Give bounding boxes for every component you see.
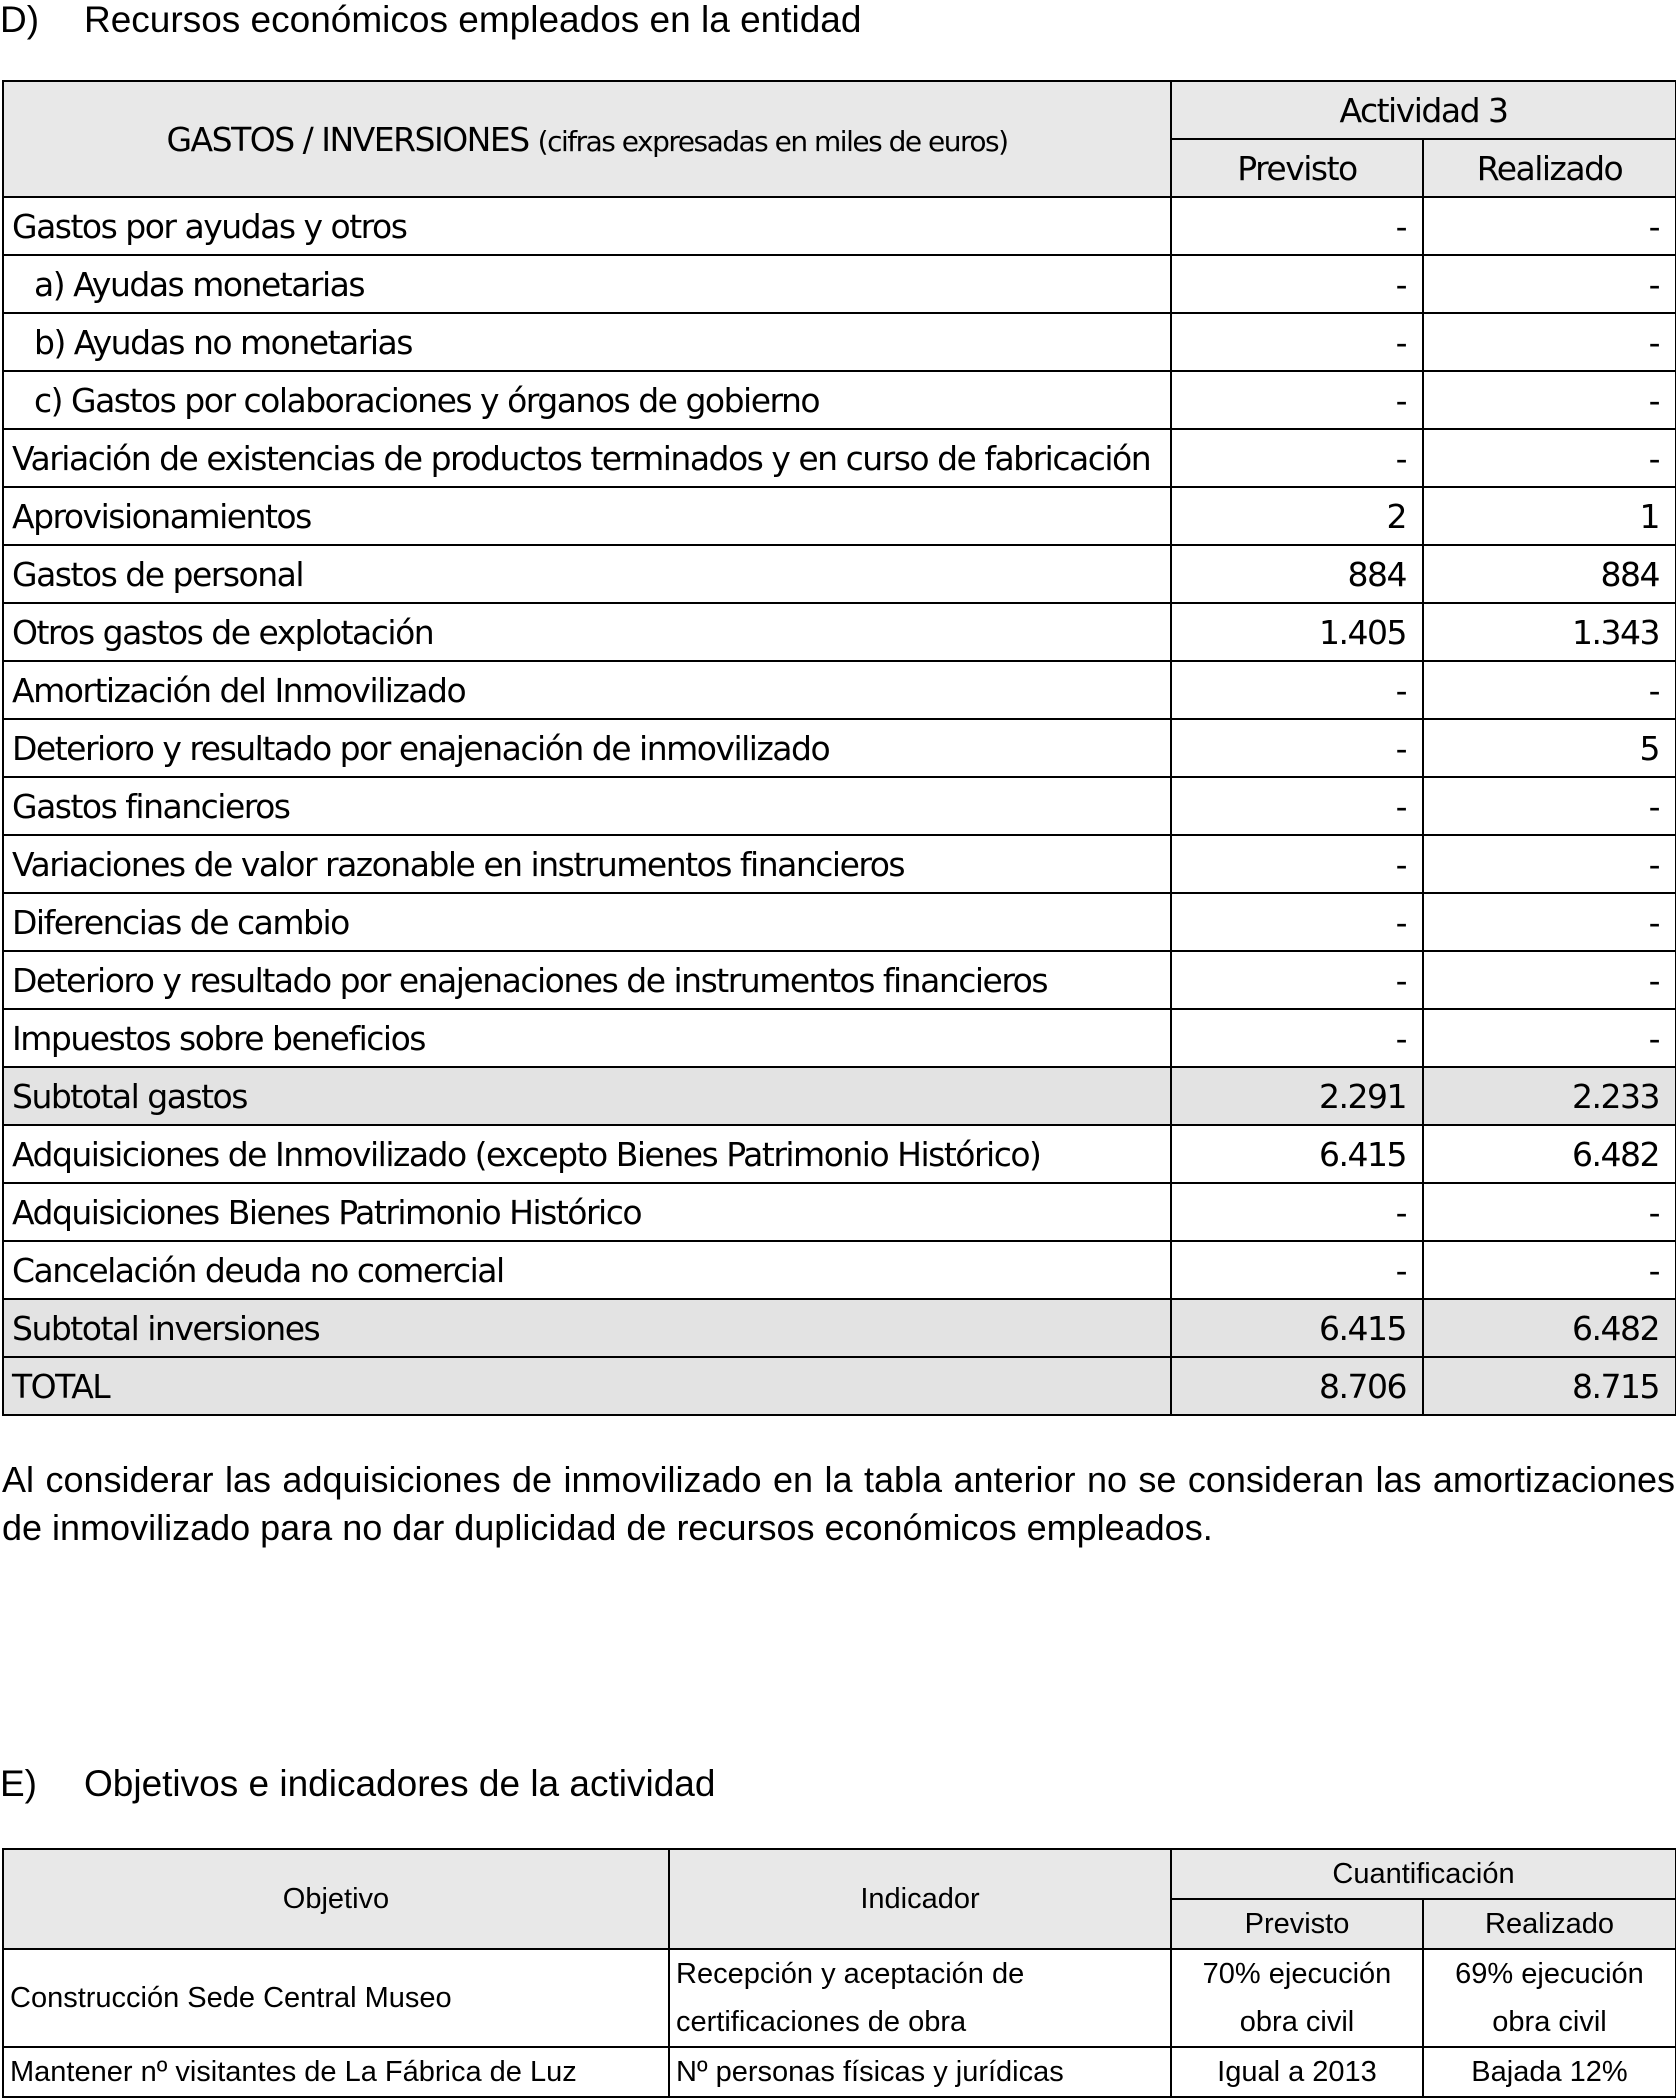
resources-row-realizado: - (1423, 835, 1676, 893)
section-d-title (0, 0, 861, 40)
resources-row-realizado: - (1423, 661, 1676, 719)
resources-row-label: Otros gastos de explotación (3, 603, 1171, 661)
resources-row-label: Cancelación deuda no comercial (3, 1241, 1171, 1299)
resources-row-previsto: - (1171, 429, 1423, 487)
resources-row (3, 313, 1676, 371)
objectives-row-previsto: Igual a 2013 (1171, 2047, 1423, 2097)
objectives-header-objetivo: Objetivo (3, 1849, 669, 1949)
resources-header-note: (cifras expresadas en miles de euros) (537, 124, 1008, 158)
resources-row-label: Impuestos sobre beneficios (3, 1009, 1171, 1067)
resources-row (3, 255, 1676, 313)
resources-row-previsto: - (1171, 719, 1423, 777)
resources-row-previsto: - (1171, 835, 1423, 893)
resources-row-previsto: - (1171, 1183, 1423, 1241)
resources-row-label: a) Ayudas monetarias (3, 255, 1171, 313)
resources-row-previsto: 1.405 (1171, 603, 1423, 661)
resources-row-realizado: 5 (1423, 719, 1676, 777)
resources-row (3, 1299, 1676, 1357)
resources-row-realizado: 8.715 (1423, 1357, 1676, 1415)
resources-row (3, 603, 1676, 661)
resources-header-main: GASTOS / INVERSIONES (166, 119, 529, 159)
resources-row-previsto: - (1171, 893, 1423, 951)
resources-row-realizado: - (1423, 1183, 1676, 1241)
resources-row-realizado: - (1423, 1009, 1676, 1067)
objectives-header-cuantificacion: Cuantificación (1171, 1849, 1676, 1899)
objectives-row-indicador: Nº personas físicas y jurídicas (669, 2047, 1171, 2097)
resources-row (3, 719, 1676, 777)
resources-row-realizado: 884 (1423, 545, 1676, 603)
resources-row-label: Subtotal gastos (3, 1067, 1171, 1125)
resources-row (3, 1067, 1676, 1125)
resources-table-body (3, 197, 1676, 1415)
resources-row-previsto: 2 (1171, 487, 1423, 545)
resources-row (3, 835, 1676, 893)
resources-row-realizado: - (1423, 313, 1676, 371)
resources-row-previsto: - (1171, 777, 1423, 835)
resources-row (3, 197, 1676, 255)
resources-header-previsto: Previsto (1171, 139, 1423, 197)
objectives-header-realizado: Realizado (1423, 1899, 1676, 1949)
objectives-row-realizado: Bajada 12% (1423, 2047, 1676, 2097)
resources-row-label: Subtotal inversiones (3, 1299, 1171, 1357)
objectives-header-indicador: Indicador (669, 1849, 1171, 1949)
resources-row-realizado: - (1423, 371, 1676, 429)
resources-row-label: Deterioro y resultado por enajenaciones de instrumentos financieros (3, 951, 1171, 1009)
note-paragraph: Al considerar las adquisiciones de inmovilizado en la tabla anterior no se consideran las amortizaciones de inmovilizado para no dar duplicidad de recursos económicos empleados. (2, 1459, 1675, 1548)
resources-row-realizado: - (1423, 197, 1676, 255)
resources-header-concept (3, 81, 1171, 197)
resources-row (3, 1125, 1676, 1183)
resources-row-previsto: - (1171, 313, 1423, 371)
resources-row-label: Gastos financieros (3, 777, 1171, 835)
resources-row-label: Deterioro y resultado por enajenación de inmovilizado (3, 719, 1171, 777)
resources-row-realizado: - (1423, 893, 1676, 951)
resources-row-label: b) Ayudas no monetarias (3, 313, 1171, 371)
section-d-heading: Recursos económicos empleados en la entidad (84, 0, 862, 40)
section-e-heading: Objetivos e indicadores de la actividad (84, 1763, 716, 1804)
section-d-letter: D) (0, 0, 40, 40)
resources-row (3, 487, 1676, 545)
resources-row-realizado: - (1423, 429, 1676, 487)
resources-row-realizado: 2.233 (1423, 1067, 1676, 1125)
resources-row (3, 777, 1676, 835)
resources-row-previsto: - (1171, 661, 1423, 719)
resources-row-realizado: 6.482 (1423, 1299, 1676, 1357)
resources-row (3, 545, 1676, 603)
resources-row-label: Adquisiciones Bienes Patrimonio Histórico (3, 1183, 1171, 1241)
resources-row (3, 1241, 1676, 1299)
objectives-table (2, 1848, 1676, 2098)
resources-row-previsto: - (1171, 1241, 1423, 1299)
resources-row (3, 371, 1676, 429)
resources-row-label: Aprovisionamientos (3, 487, 1171, 545)
objectives-table-body (3, 1949, 1676, 2097)
resources-row-previsto: - (1171, 951, 1423, 1009)
resources-table (2, 80, 1676, 1416)
resources-row-label: Variaciones de valor razonable en instrumentos financieros (3, 835, 1171, 893)
objectives-row-objetivo: Mantener nº visitantes de La Fábrica de Luz (3, 2047, 669, 2097)
resources-row-previsto: 2.291 (1171, 1067, 1423, 1125)
resources-row-previsto: - (1171, 255, 1423, 313)
resources-row (3, 1009, 1676, 1067)
resources-row-realizado: - (1423, 1241, 1676, 1299)
section-e-letter: E) (0, 1763, 37, 1804)
resources-row (3, 951, 1676, 1009)
resources-row-label: Variación de existencias de productos terminados y en curso de fabricación (3, 429, 1171, 487)
resources-row-previsto: - (1171, 197, 1423, 255)
objectives-row-indicador: Recepción y aceptación de certificaciones de obra (669, 1949, 1171, 2047)
resources-row-label: c) Gastos por colaboraciones y órganos de gobierno (3, 371, 1171, 429)
objectives-row-previsto: 70% ejecución obra civil (1171, 1949, 1423, 2047)
resources-row (3, 661, 1676, 719)
resources-row (3, 1357, 1676, 1415)
resources-row-label: TOTAL (3, 1357, 1171, 1415)
resources-row-previsto: 6.415 (1171, 1299, 1423, 1357)
resources-header-activity: Actividad 3 (1171, 81, 1676, 139)
resources-row-label: Gastos por ayudas y otros (3, 197, 1171, 255)
resources-row-label: Adquisiciones de Inmovilizado (excepto Bienes Patrimonio Histórico) (3, 1125, 1171, 1183)
resources-header-realizado: Realizado (1423, 139, 1676, 197)
resources-row-realizado: - (1423, 951, 1676, 1009)
resources-row (3, 429, 1676, 487)
resources-row-realizado: 1 (1423, 487, 1676, 545)
objectives-row (3, 1949, 1676, 2047)
resources-row-realizado: - (1423, 777, 1676, 835)
resources-row-previsto: 6.415 (1171, 1125, 1423, 1183)
resources-row-previsto: 8.706 (1171, 1357, 1423, 1415)
resources-row (3, 893, 1676, 951)
objectives-row-realizado: 69% ejecución obra civil (1423, 1949, 1676, 2047)
resources-row-label: Amortización del Inmovilizado (3, 661, 1171, 719)
resources-row-previsto: - (1171, 371, 1423, 429)
resources-row-realizado: - (1423, 255, 1676, 313)
objectives-header-previsto: Previsto (1171, 1899, 1423, 1949)
resources-row-realizado: 1.343 (1423, 603, 1676, 661)
resources-row-label: Gastos de personal (3, 545, 1171, 603)
resources-row-previsto: 884 (1171, 545, 1423, 603)
resources-row-realizado: 6.482 (1423, 1125, 1676, 1183)
resources-row-previsto: - (1171, 1009, 1423, 1067)
resources-row-label: Diferencias de cambio (3, 893, 1171, 951)
objectives-row (3, 2047, 1676, 2097)
resources-row (3, 1183, 1676, 1241)
section-e-title (0, 1764, 715, 1804)
objectives-row-objetivo: Construcción Sede Central Museo (3, 1949, 669, 2047)
